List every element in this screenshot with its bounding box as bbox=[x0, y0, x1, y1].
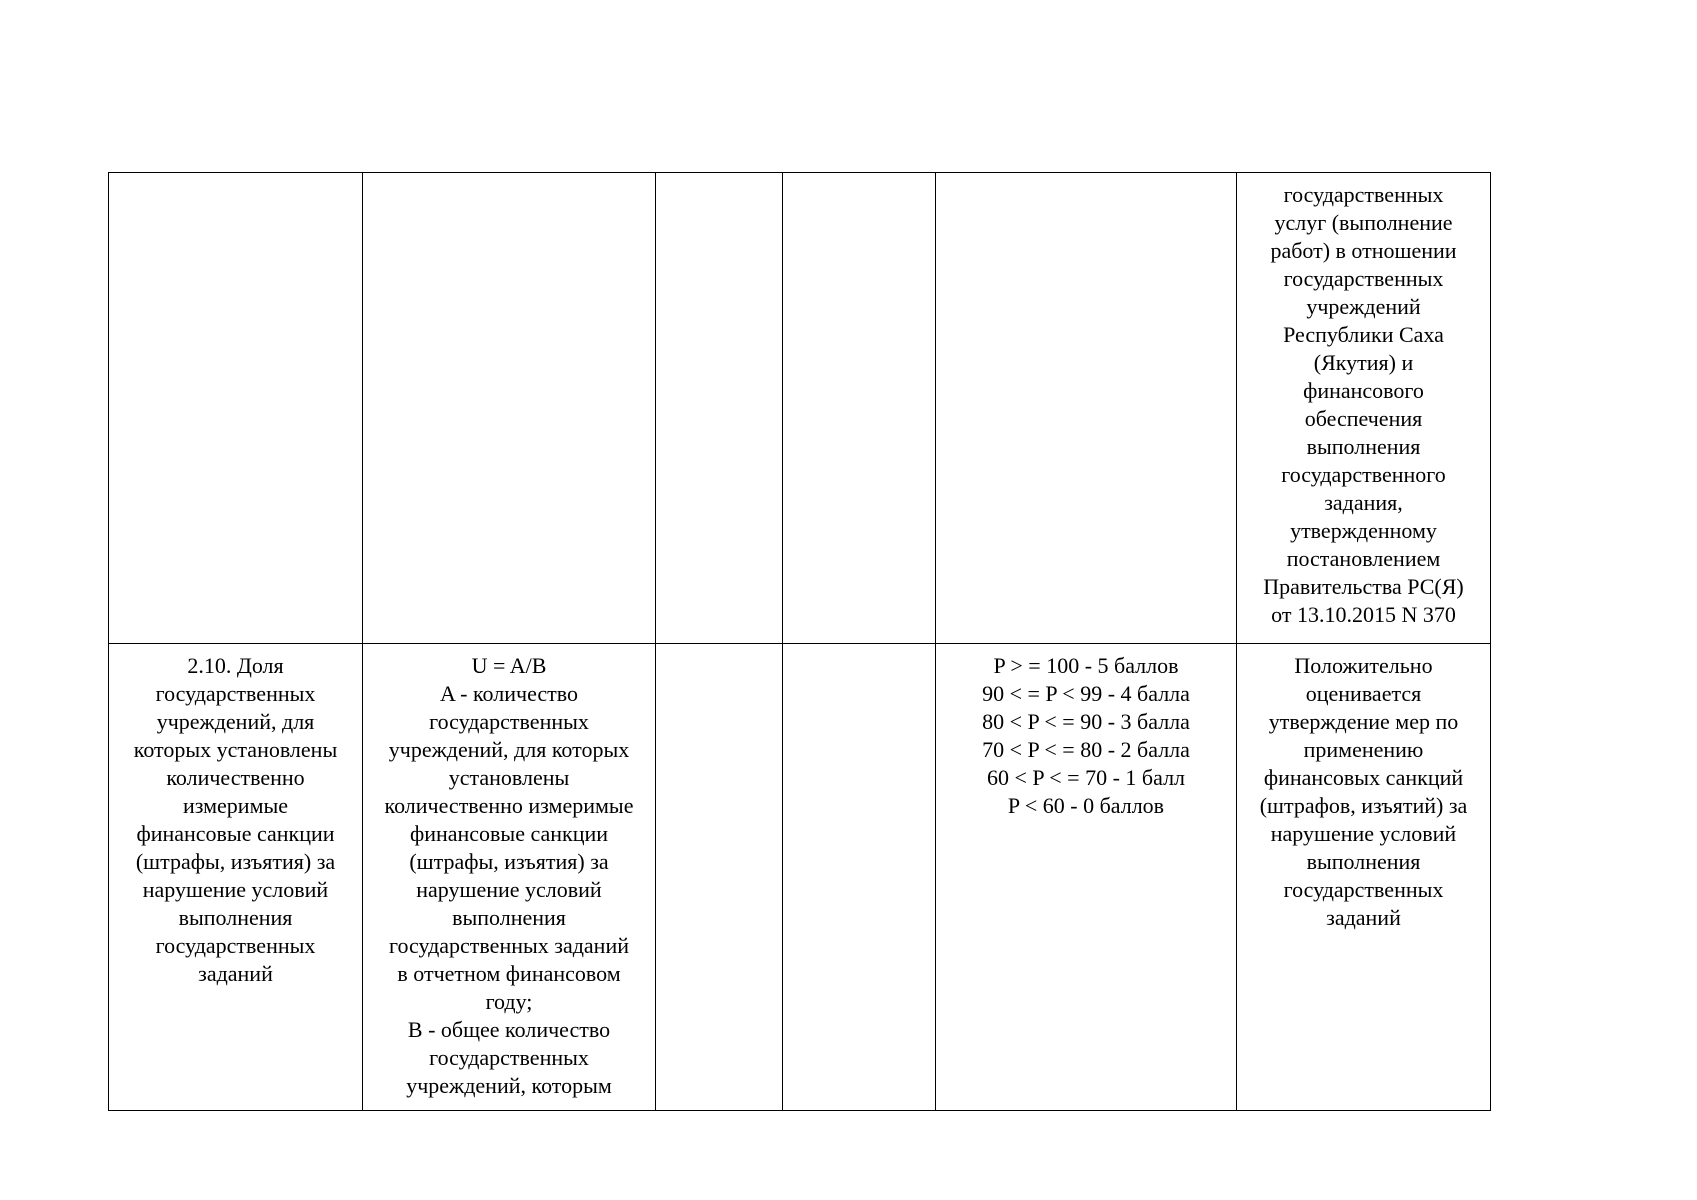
cell-text-line: заданий bbox=[198, 961, 273, 986]
cell-text-line: услуг (выполнение bbox=[1274, 210, 1453, 235]
cell-text-line: применению bbox=[1303, 737, 1424, 762]
cell-text-line: P > = 100 - 5 баллов bbox=[993, 653, 1179, 678]
cell-text-line: учреждений, которым bbox=[406, 1073, 612, 1098]
cell-text-line: государственных bbox=[1283, 877, 1444, 902]
cell-text-line: 2.10. Доля bbox=[187, 653, 284, 678]
cell-text-line: выполнения bbox=[1306, 849, 1421, 874]
cell-text-line: государственных bbox=[1283, 182, 1444, 207]
cell-text-line: нарушение условий bbox=[142, 877, 329, 902]
table-cell bbox=[783, 644, 936, 1111]
cell-text-line: количественно bbox=[166, 765, 305, 790]
cell-text-line: учреждений bbox=[1306, 294, 1421, 319]
cell-text-line: государственных bbox=[429, 709, 589, 734]
cell-text-line: (штрафы, изъятия) за bbox=[409, 849, 609, 874]
cell-text-line: выполнения bbox=[178, 905, 293, 930]
cell-text-line: установлены bbox=[448, 765, 570, 790]
cell-text-line: государственных bbox=[429, 1045, 589, 1070]
table-row bbox=[109, 173, 1491, 644]
scoring-scale-cell bbox=[936, 644, 1237, 1111]
cell-text-line: (штрафов, изъятий) за bbox=[1259, 793, 1468, 818]
cell-text-line: государственного bbox=[1281, 462, 1446, 487]
cell-text-line: P < 60 - 0 баллов bbox=[1007, 793, 1165, 818]
cell-text-line: постановлением bbox=[1286, 546, 1441, 571]
evaluation-comment-cell bbox=[1237, 644, 1491, 1111]
cell-text-line: количественно измеримые bbox=[384, 793, 634, 818]
cell-text-line: (Якутия) и bbox=[1313, 350, 1414, 375]
indicator-name-cell bbox=[109, 644, 363, 1111]
table-cell bbox=[363, 173, 656, 644]
cell-text-line: государственных bbox=[1283, 266, 1444, 291]
cell-text-line: 60 < P < = 70 - 1 балл bbox=[986, 765, 1186, 790]
cell-text-line: государственных bbox=[155, 681, 316, 706]
cell-text-line: финансовые санкции bbox=[409, 821, 609, 846]
cell-text-line: выполнения bbox=[452, 905, 566, 930]
cell-text-line: A - количество bbox=[439, 681, 579, 706]
cell-text-line: которых установлены bbox=[133, 737, 338, 762]
cell-text-line: в отчетном финансовом bbox=[397, 961, 621, 986]
cell-text-line: утверждение мер по bbox=[1268, 709, 1459, 734]
cell-text-line: выполнения bbox=[1306, 434, 1421, 459]
cell-text-line: финансового bbox=[1303, 378, 1424, 403]
cell-text-line: учреждений, для bbox=[156, 709, 315, 734]
cell-text-line: нарушение условий bbox=[1270, 821, 1457, 846]
criteria-table bbox=[108, 172, 1491, 1111]
table-cell bbox=[936, 173, 1237, 644]
cell-text-line: B - общее количество bbox=[407, 1017, 611, 1042]
table-cell bbox=[109, 173, 363, 644]
cell-text-line: финансовых санкций bbox=[1263, 765, 1464, 790]
cell-text-line: Правительства РС(Я) bbox=[1263, 574, 1464, 599]
cell-text-line: 70 < P < = 80 - 2 балла bbox=[982, 737, 1190, 762]
table-cell bbox=[783, 173, 936, 644]
cell-text-line: финансовые санкции bbox=[136, 821, 335, 846]
table-cell bbox=[656, 644, 783, 1111]
cell-text-line: 80 < P < = 90 - 3 балла bbox=[982, 709, 1190, 734]
basis-note-cell bbox=[1237, 173, 1491, 644]
cell-text-line: утвержденному bbox=[1290, 518, 1437, 543]
cell-text-line: году; bbox=[485, 989, 533, 1014]
cell-text-line: государственных bbox=[155, 933, 316, 958]
cell-text-line: задания, bbox=[1324, 490, 1403, 515]
cell-text-line: нарушение условий bbox=[416, 877, 602, 902]
cell-text-line: Республики Саха bbox=[1283, 322, 1444, 347]
table-cell bbox=[656, 173, 783, 644]
cell-text-line: учреждений, для которых bbox=[388, 737, 630, 762]
cell-text-line: работ) в отношении bbox=[1270, 238, 1457, 263]
cell-text-line: государственных заданий bbox=[388, 933, 630, 958]
formula-cell bbox=[363, 644, 656, 1111]
cell-text-line: измеримые bbox=[182, 793, 289, 818]
cell-text-line: оценивается bbox=[1305, 681, 1422, 706]
cell-text-line: обеспечения bbox=[1304, 406, 1423, 431]
cell-text-line: от 13.10.2015 N 370 bbox=[1271, 602, 1456, 627]
table-row bbox=[109, 644, 1491, 1111]
cell-text-line: заданий bbox=[1326, 905, 1401, 930]
cell-text-line: U = A/B bbox=[471, 653, 547, 678]
cell-text-line: 90 < = P < 99 - 4 балла bbox=[982, 681, 1190, 706]
cell-text-line: Положительно bbox=[1294, 653, 1433, 678]
cell-text-line: (штрафы, изъятия) за bbox=[135, 849, 336, 874]
